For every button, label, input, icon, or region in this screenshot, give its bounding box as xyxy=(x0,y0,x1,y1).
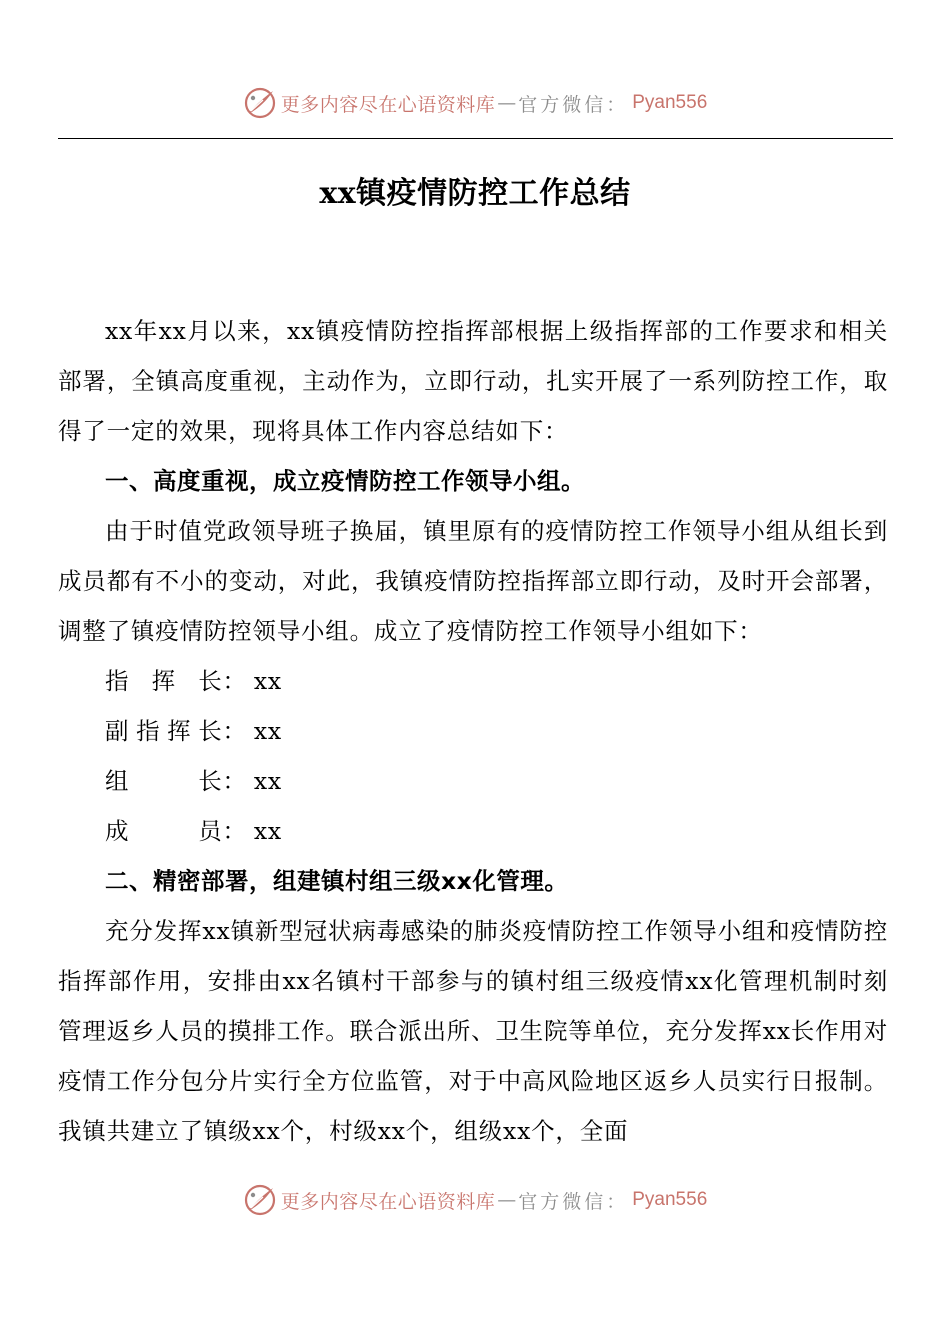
member-line-deputy-commander xyxy=(58,706,888,756)
header-divider xyxy=(58,138,893,139)
member-name: xx xyxy=(253,717,282,745)
member-line-leader xyxy=(58,756,888,806)
member-name: xx xyxy=(253,667,282,695)
banner-dash: — xyxy=(497,92,517,114)
member-separator: ： xyxy=(222,717,247,745)
member-line-commander xyxy=(58,656,888,706)
section-1-paragraph: 由于时值党政领导班子换届，镇里原有的疫情防控工作领导小组从组长到成员都有不小的变动，对此，我镇疫情防控指挥部立即行动，及时开会部署，调整了镇疫情防控领导小组。成立了疫情防控工作领导小组如下： xyxy=(58,517,888,645)
section-2-paragraph: 充分发挥xx镇新型冠状病毒感染的肺炎疫情防控工作领导小组和疫情防控指挥部作用，安排由xx名镇村干部参与的镇村组三级疫情xx化管理机制时刻管理返乡人员的摸排工作。联合派出所、卫生院等单位，充分发挥xx长作用对疫情工作分包分片实行全方位监管，对于中高风险地区返乡人员实行日报制。我镇共建立了镇级xx个，村级xx个，组级xx个，全面 xyxy=(58,917,889,1145)
member-role: 副指挥长 xyxy=(105,717,223,745)
member-line-members xyxy=(58,806,888,856)
banner-dash: — xyxy=(497,1189,517,1211)
member-role: 组长 xyxy=(105,767,223,795)
document-body xyxy=(58,306,888,1156)
footer-banner xyxy=(0,1180,950,1220)
member-role: 成员 xyxy=(105,817,223,845)
header-banner xyxy=(0,83,950,123)
wechat-id: Pyan556 xyxy=(632,92,708,113)
official-wechat-label: 官方微信： xyxy=(518,93,629,116)
wechat-id: Pyan556 xyxy=(632,1189,708,1210)
site-name-text: 更多内容尽在心语资料库 xyxy=(280,93,496,116)
section-2-heading: 二、精密部署，组建镇村组三级xx化管理。 xyxy=(105,867,569,895)
quill-logo-icon xyxy=(243,86,277,120)
member-separator: ： xyxy=(222,667,247,695)
member-name: xx xyxy=(253,817,282,845)
section-1-heading: 一、高度重视，成立疫情防控工作领导小组。 xyxy=(105,467,585,495)
site-name-text: 更多内容尽在心语资料库 xyxy=(280,1190,496,1213)
quill-logo-icon xyxy=(243,1183,277,1217)
intro-paragraph: xx年xx月以来，xx镇疫情防控指挥部根据上级指挥部的工作要求和相关部署，全镇高度重视，主动作为，立即行动，扎实开展了一系列防控工作，取得了一定的效果，现将具体工作内容总结如下： xyxy=(58,317,888,445)
member-separator: ： xyxy=(222,767,247,795)
member-name: xx xyxy=(253,767,282,795)
document-title: xx镇疫情防控工作总结 xyxy=(319,176,631,211)
official-wechat-label: 官方微信： xyxy=(518,1190,629,1213)
member-separator: ： xyxy=(222,817,247,845)
member-role: 指挥长 xyxy=(105,667,223,695)
